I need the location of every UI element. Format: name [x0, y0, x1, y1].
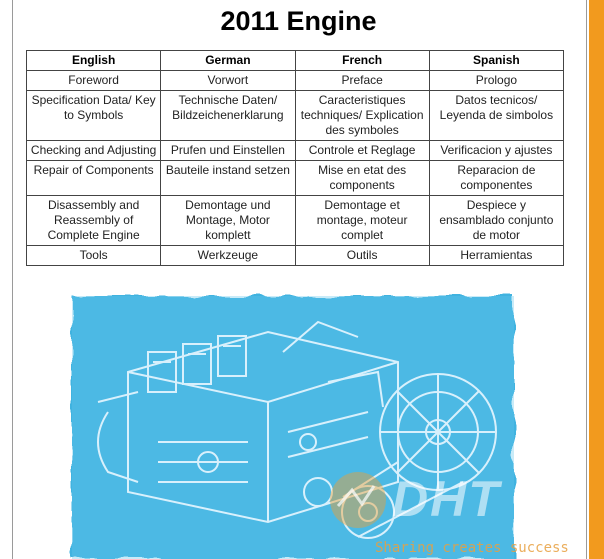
- table-row: [27, 71, 564, 91]
- header-german: German: [161, 51, 295, 71]
- watermark-logo-text: DHT: [392, 471, 501, 527]
- table-cell: Specification Data/ Key to Symbols: [27, 91, 161, 141]
- table-cell: Despiece y ensamblado conjunto de motor: [429, 196, 563, 246]
- table-cell: Prufen und Einstellen: [161, 141, 295, 161]
- page-title: 2011 Engine: [220, 6, 377, 36]
- table-row: [27, 246, 564, 266]
- table-cell: Vorwort: [161, 71, 295, 91]
- table-cell: Datos tecnicos/ Leyenda de simbolos: [429, 91, 563, 141]
- table-cell: Outils: [295, 246, 429, 266]
- header-spanish: Spanish: [429, 51, 563, 71]
- table-row: [27, 141, 564, 161]
- table-cell: Foreword: [27, 71, 161, 91]
- table-cell: Disassembly and Reassembly of Complete Engine: [27, 196, 161, 246]
- table-cell: Checking and Adjusting: [27, 141, 161, 161]
- table-cell: Demontage et montage, moteur complet: [295, 196, 429, 246]
- table-cell: Tools: [27, 246, 161, 266]
- table-cell: Technische Daten/ Bildzeichenerklarung: [161, 91, 295, 141]
- header-english: English: [27, 51, 161, 71]
- table-cell: Mise en etat des components: [295, 161, 429, 196]
- table-cell: Demontage und Montage, Motor komplett: [161, 196, 295, 246]
- watermark-tagline: Sharing creates success: [375, 540, 569, 556]
- table-cell: Caracteristiques techniques/ Explication des symboles: [295, 91, 429, 141]
- table-row: [27, 91, 564, 141]
- header-french: French: [295, 51, 429, 71]
- table-cell: Reparacion de componentes: [429, 161, 563, 196]
- table-cell: Werkzeuge: [161, 246, 295, 266]
- language-table: [26, 50, 564, 266]
- table-cell: Herramientas: [429, 246, 563, 266]
- table-cell: Preface: [295, 71, 429, 91]
- table-header-row: [27, 51, 564, 71]
- table-row: [27, 161, 564, 196]
- table-cell: Repair of Components: [27, 161, 161, 196]
- table-cell: Verificacion y ajustes: [429, 141, 563, 161]
- orange-side-bar: [589, 0, 604, 559]
- table-cell: Prologo: [429, 71, 563, 91]
- table-cell: Controle et Reglage: [295, 141, 429, 161]
- table-row: [27, 196, 564, 246]
- table-cell: Bauteile instand setzen: [161, 161, 295, 196]
